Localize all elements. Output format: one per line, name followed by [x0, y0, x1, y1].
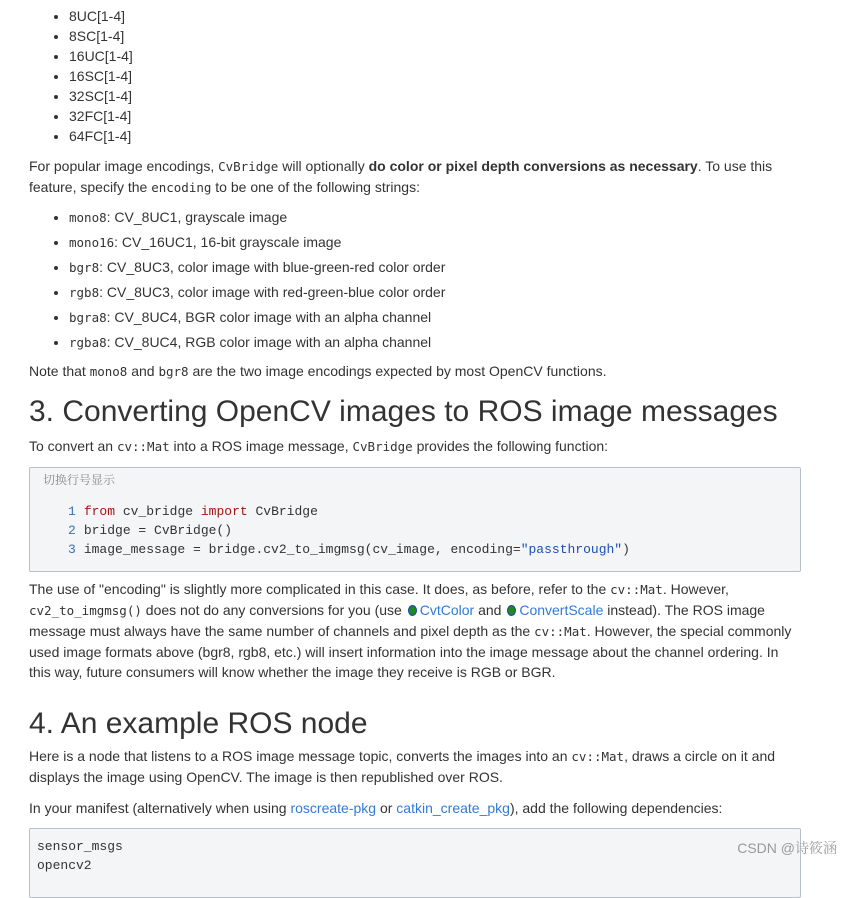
list-item: • rgb8: CV_8UC3, color image with red-green-blue color order [69, 280, 801, 305]
document [29, 6, 801, 898]
list-item: • 64FC[1-4] [69, 126, 801, 146]
cvtcolor-link[interactable]: CvtColor [419, 602, 475, 618]
list-item: • 8SC[1-4] [69, 26, 801, 46]
list-item: • 16UC[1-4] [69, 46, 801, 66]
list-item: • mono16: CV_16UC1, 16-bit grayscale image [69, 230, 801, 255]
code-line: 3 image_message = bridge.cv2_to_imgmsg(cv_image, encoding="passthrough") [68, 542, 630, 557]
paragraph-encodings: For popular image encodings, CvBridge will optionally do color or pixel depth conversions as necessary. To use this feature, specify the encoding to be one of the following strings: [29, 158, 773, 195]
depth-list [29, 6, 801, 146]
list-item: • 16SC[1-4] [69, 66, 801, 86]
code-content [30, 489, 800, 573]
paragraph-note: Note that mono8 and bgr8 are the two image encodings expected by most OpenCV functions. [29, 363, 607, 379]
list-item: • 32FC[1-4] [69, 106, 801, 126]
globe-icon [507, 605, 516, 616]
code-line: 2 bridge = CvBridge() [68, 523, 233, 538]
paragraph-convert: To convert an cv::Mat into a ROS image message, CvBridge provides the following function: [29, 438, 609, 454]
watermark: CSDN @诗筱涵 [737, 840, 837, 856]
section-heading-4: 4. An example ROS node [29, 707, 368, 740]
list-item: • bgr8: CV_8UC3, color image with blue-green-red color order [69, 255, 801, 280]
code-line: sensor_msgs [37, 839, 123, 854]
list-item: • 8UC[1-4] [69, 6, 801, 26]
encoding-list [29, 205, 801, 355]
paragraph-manifest: In your manifest (alternatively when using roscreate-pkg or catkin_create_pkg), add the following dependencies: [29, 800, 723, 816]
roscreate-pkg-link[interactable]: roscreate-pkg [290, 800, 377, 816]
code-block [29, 467, 801, 572]
catkin-create-pkg-link[interactable]: catkin_create_pkg [396, 800, 510, 816]
list-item: • rgba8: CV_8UC4, RGB color image with an alpha channel [69, 330, 801, 355]
section-heading-3: 3. Converting OpenCV images to ROS image messages [29, 395, 778, 428]
globe-icon [408, 605, 417, 616]
list-item: • 32SC[1-4] [69, 86, 801, 106]
list-item: • bgra8: CV_8UC4, BGR color image with an alpha channel [69, 305, 801, 330]
code-line: 1 from cv_bridge import CvBridge [68, 504, 318, 519]
list-item: • mono8: CV_8UC1, grayscale image [69, 205, 801, 230]
paragraph-node: Here is a node that listens to a ROS image message topic, converts the images into an cv::Mat, draws a circle on it and displays the image using OpenCV. The image is then republished over ROS. [29, 748, 776, 785]
paragraph-encoding-usage: The use of "encoding" is slightly more complicated in this case. It does, as before, refer to the cv::Mat. However, cv2_to_imgmsg() does not do any conversions for you (use CvtColor and ConvertScale instead). The ROS image message must always have the same number of channels and pixel depth as the cv::Mat. However, the special commonly used image formats above (bgr8, rgb8, etc.) will insert information into the image message about the channel ordering. In this way, future consumers will know whether the image they receive is RGB or BGR. [29, 581, 792, 680]
convertscale-link[interactable]: ConvertScale [519, 602, 604, 618]
dependencies-code-block [29, 828, 801, 898]
code-line: opencv2 [37, 858, 92, 873]
toggle-line-numbers-button[interactable]: 切换行号显示 [43, 473, 116, 487]
